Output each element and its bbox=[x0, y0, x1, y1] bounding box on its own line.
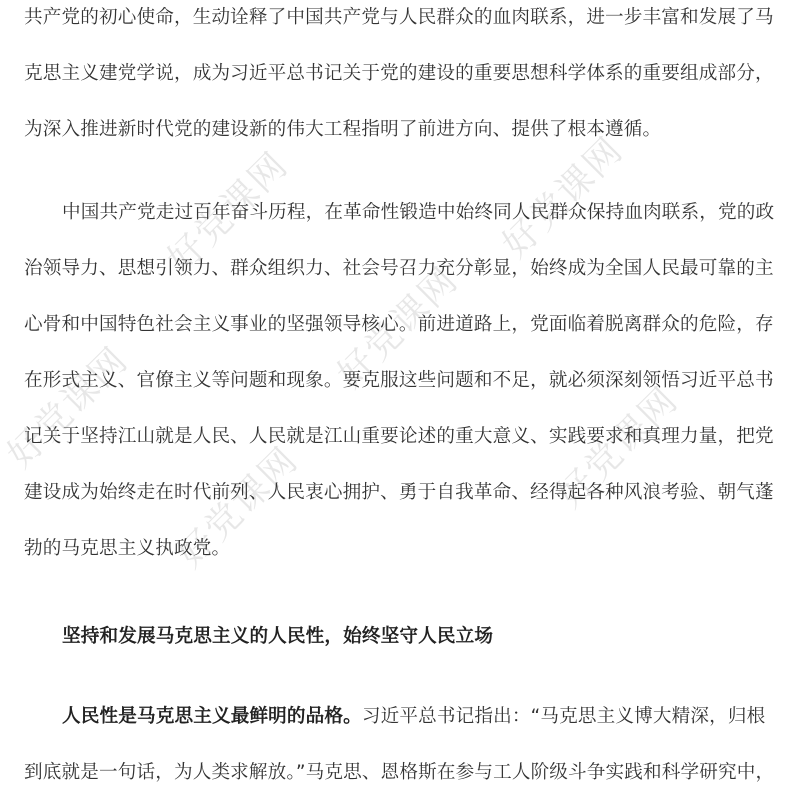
text-line: 心骨和中国特色社会主义事业的坚强领导核心。前进道路上，党面临着脱离群众的危险，存 bbox=[24, 314, 774, 335]
watermark: 好党课网 bbox=[169, 439, 307, 576]
text-line: 记关于坚持江山就是人民、人民就是江山重要论述的重大意义、实践要求和真理力量，把党 bbox=[24, 426, 774, 447]
text-line bbox=[62, 702, 776, 732]
text-line: 克思主义建党学说，成为习近平总书记关于党的建设的重要思想科学体系的重要组成部分， bbox=[24, 63, 774, 84]
text-line: 治领导力、思想引领力、群众组织力、社会号召力充分彰显，始终成为全国人民最可靠的主 bbox=[24, 258, 774, 279]
watermark: 好党课网 bbox=[549, 379, 687, 516]
text-line: 到底就是一句话，为人类求解放。”马克思、恩格斯在参与工人阶级斗争实践和科学研究中， bbox=[24, 762, 775, 783]
lead-sentence-bold: 人民性是马克思主义最鲜明的品格。 bbox=[62, 706, 362, 727]
watermark: 好党课网 bbox=[329, 259, 467, 396]
watermark: 好党课网 bbox=[494, 129, 632, 266]
text-line: 中国共产党走过百年奋斗历程，在革命性锻造中始终同人民群众保持血肉联系，党的政 bbox=[62, 202, 775, 223]
text-line: 在形式主义、官僚主义等问题和现象。要克服这些问题和不足，就必须深刻领悟习近平总书 bbox=[24, 370, 774, 391]
watermark: 好党课网 bbox=[0, 339, 137, 476]
text-line: 为深入推进新时代党的建设新的伟大工程指明了前进方向、提供了根本遵循。 bbox=[24, 119, 662, 140]
section-heading: 坚持和发展马克思主义的人民性，始终坚守人民立场 bbox=[62, 626, 494, 647]
text-line: 共产党的初心使命，生动诠释了中国共产党与人民群众的血肉联系，进一步丰富和发展了马 bbox=[24, 7, 774, 28]
text-line: 勃的马克思主义执政党。 bbox=[24, 538, 231, 559]
text-span: 习近平总书记指出：“马克思主义博大精深，归根 bbox=[361, 706, 766, 727]
watermark: 好党课网 bbox=[159, 144, 297, 281]
text-line: 建设成为始终走在时代前列、人民衷心拥护、勇于自我革命、经得起各种风浪考验、朝气蓬 bbox=[24, 482, 774, 503]
